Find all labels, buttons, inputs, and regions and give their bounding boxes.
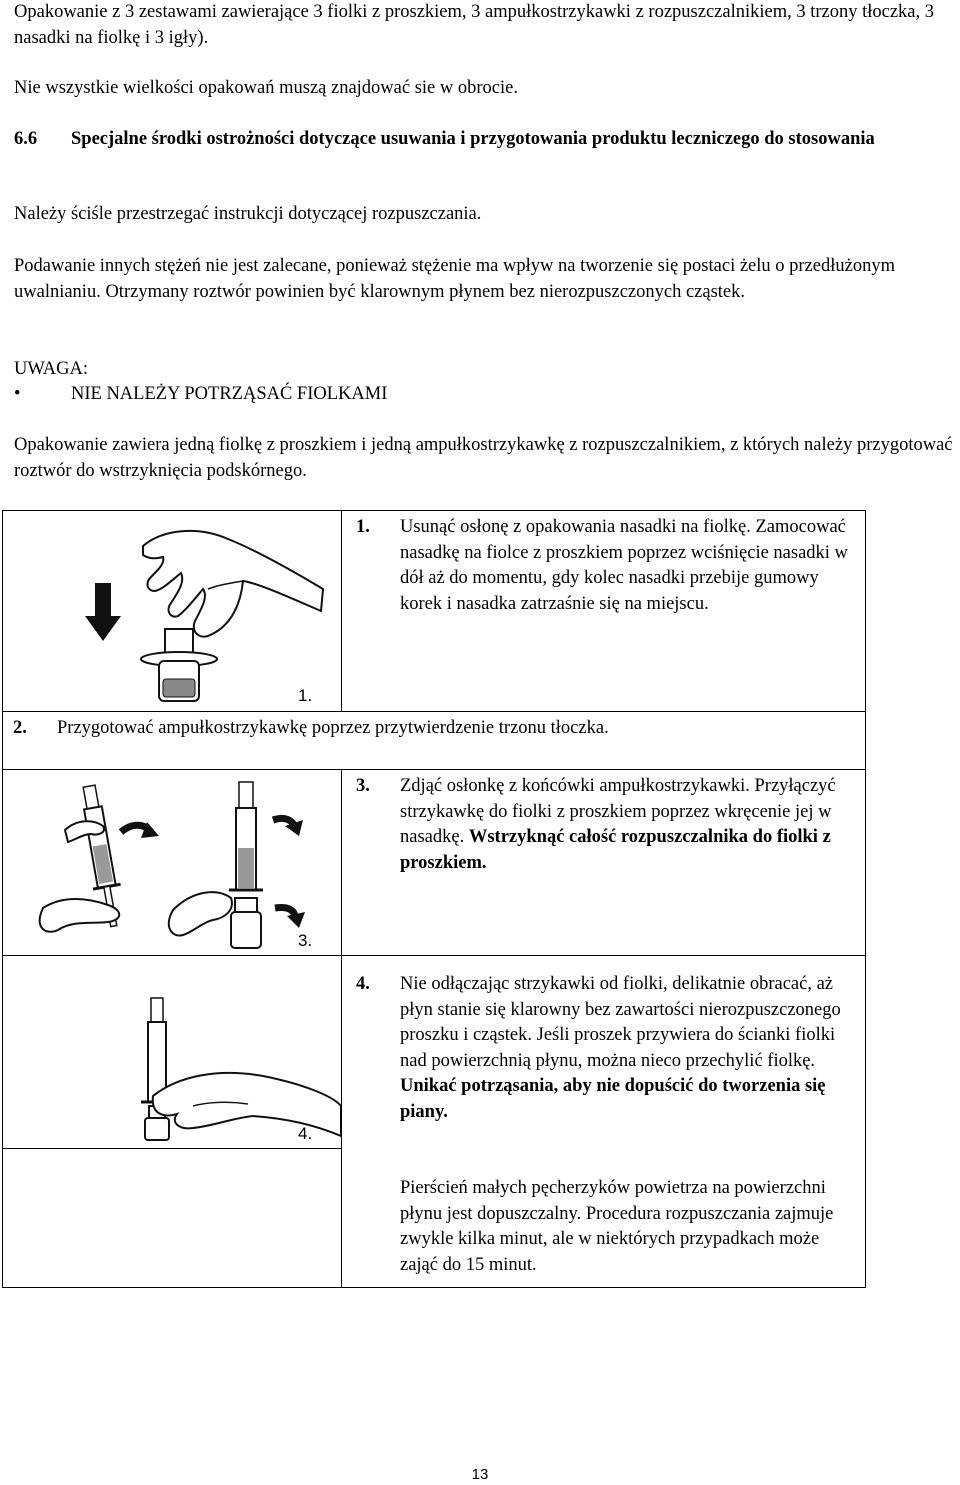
bullet-icon: • [14,384,21,404]
step-3-text-cell [341,769,866,956]
syringe-on-vial-swirl-icon [3,956,341,1146]
step-3-body [400,774,860,876]
step-3-bold-text: Wstrzyknąć całość rozpuszczalnika do fiolki z proszkiem. [400,827,831,873]
section-heading [14,127,960,153]
warning-item-text: NIE NALEŻY POTRZĄSAĆ FIOLKAMI [71,384,388,404]
hand-pressing-vial-adapter-icon [3,511,341,711]
step-3-figure-label: 3. [298,931,313,950]
step-2-text: Przygotować ampułkostrzykawkę poprzez przytwierdzenie trzonu tłoczka. [57,718,609,738]
step-1-text-cell [341,510,866,712]
warning-label: UWAGA: [14,359,88,379]
step-4-note-text: Pierścień małych pęcherzyków powietrza na powierzchni płynu jest dopuszczalny. Procedura rozpuszczania zajmuje zwykle kilka minut, ale w niektórych przypadkach może zająć do 15 minut. [400,1178,834,1275]
step-3-text: Zdjąć osłonkę z końcówki ampułkostrzykawki. Przyłączyć strzykawkę do fiolki z proszkiem poprzez wkręcenie jej w nasadkę. [400,776,836,847]
intro-paragraph: Opakowanie z 3 zestawami zawierające 3 fiolki z proszkiem, 3 ampułkostrzykawki z rozpuszczalnikiem, 3 trzony tłoczka, 3 nasadki na fiolkę i 3 igły). [14,2,935,48]
step-2-cell [2,711,866,770]
intro-note: Nie wszystkie wielkości opakowań muszą znajdować sie w obrocie. [14,78,518,98]
section-number: 6.6 [14,129,38,149]
step-2-number: 2. [13,718,27,738]
step-1-number: 1. [356,517,370,537]
step-1-text: Usunąć osłonę z opakowania nasadki na fiolkę. Zamocować nasadkę na fiolce z proszkiem poprzez wciśnięcie nasadki w dół aż do momentu, gdy kolec nasadki przebije gumowy korek i nasadka zatrzaśnie się na miejscu. [400,517,848,614]
body-paragraph-3: Opakowanie zawiera jedną fiolkę z proszkiem i jedną ampułkostrzykawkę z rozpuszczalnikiem, z których należy przygotować roztwór do wstrzyknięcia podskórnego. [14,435,953,481]
step-4-text-cell [341,955,866,1288]
step-3-number: 3. [356,776,370,796]
step-4-number: 4. [356,974,370,994]
step-1-figure-label: 1. [298,686,313,705]
body-paragraph-1: Należy ściśle przestrzegać instrukcji dotyczącej rozpuszczania. [14,204,482,224]
step-4-figure-label: 4. [298,1124,313,1143]
step-3-figure-cell [2,769,342,956]
step-4-figure-frame [3,956,341,1149]
step-4-body [400,972,860,1125]
step-1-figure-cell [2,510,342,712]
syringe-attach-to-vial-icon [3,770,341,955]
step-4-bold-text: Unikać potrząsania, aby nie dopuścić do tworzenia się piany. [400,1076,826,1122]
step-4-figure-cell [2,955,342,1288]
step-4-text: Nie odłączając strzykawki od fiolki, delikatnie obracać, aż płyn stanie się klarowny bez zawartości nierozpuszczonego proszku i cząstek. Jeśli proszek przywiera do ścianki fiolki nad powierzchnią płynu, można nieco przechylić fiolkę. [400,974,841,1071]
body-paragraph-2: Podawanie innych stężeń nie jest zalecane, ponieważ stężenie ma wpływ na tworzenie się postaci żelu o przedłużonym uwalnianiu. Otrzymany roztwór powinien być klarownym płynem bez nierozpuszczonych cząstek. [14,256,895,302]
section-title: Specjalne środki ostrożności dotyczące usuwania i przygotowania produktu leczniczego do stosowania [71,129,875,149]
page-number: 13 [471,1466,489,1483]
